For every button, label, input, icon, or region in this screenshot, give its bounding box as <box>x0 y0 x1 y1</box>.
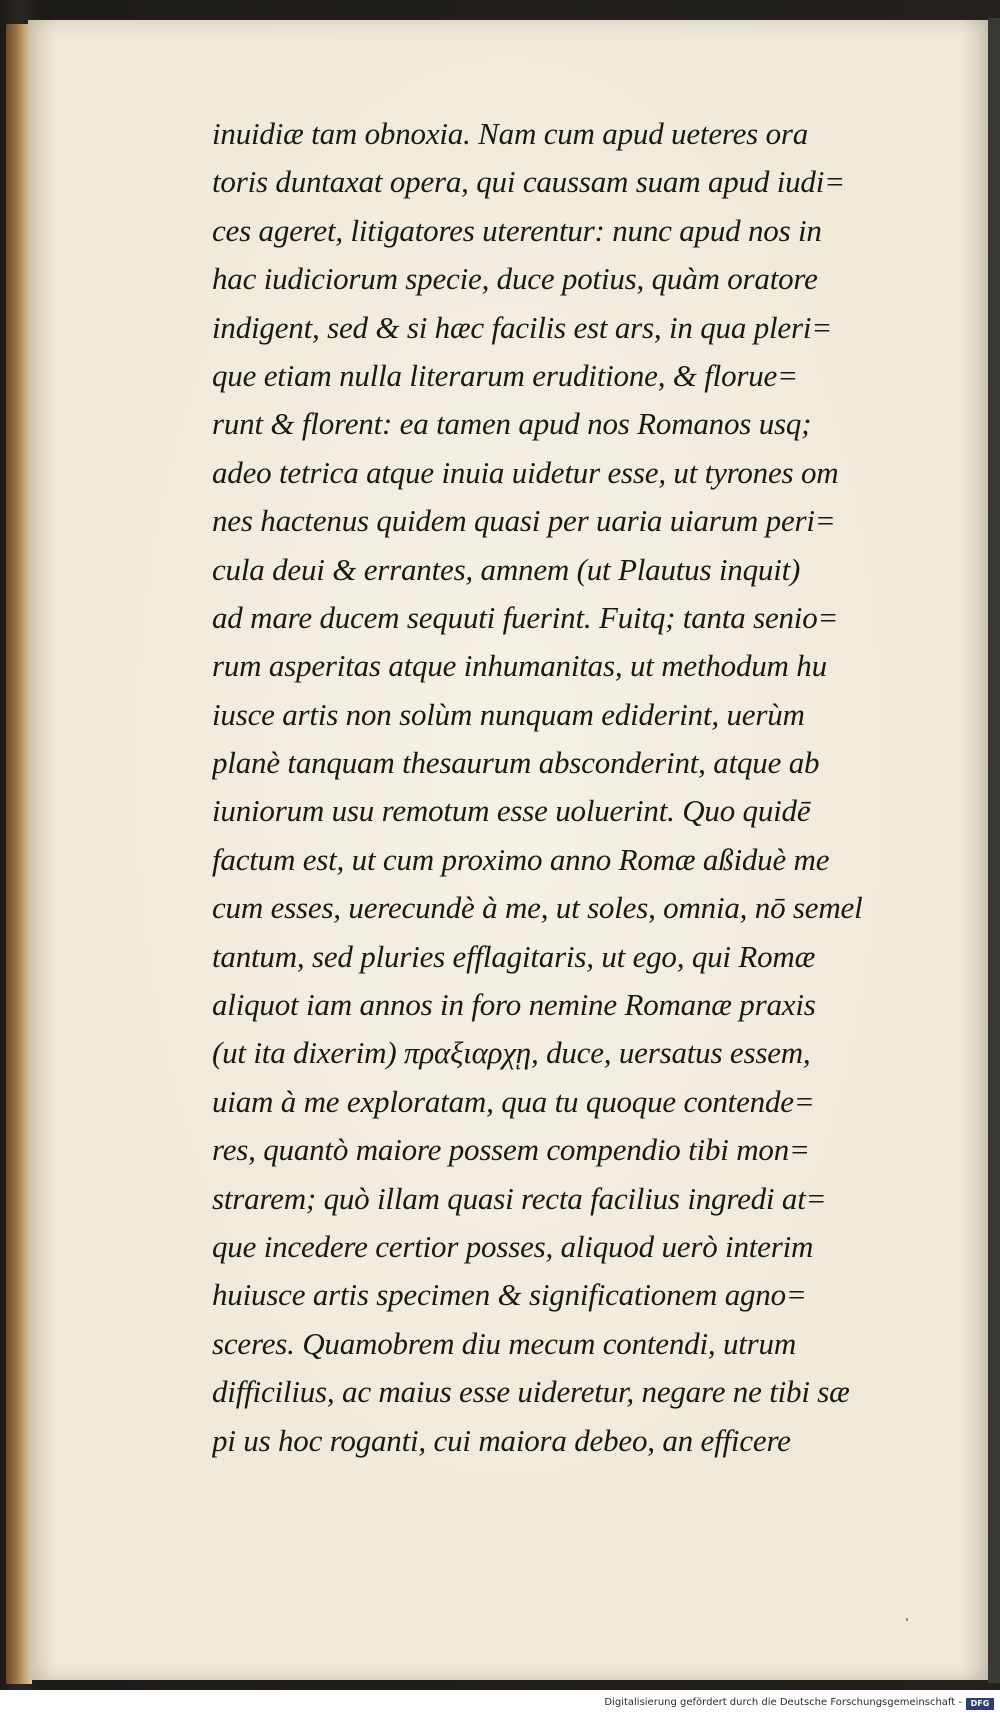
text-line: nes hactenus quidem quasi per uaria uiarum peri= <box>212 503 836 539</box>
text-line: que incedere certior posses, aliquod uerò interim <box>212 1228 814 1264</box>
text-line: strarem; quò illam quasi recta facilius ingredi at= <box>212 1180 827 1216</box>
text-line: pi us hoc roganti, cui maiora debeo, an efficere <box>212 1422 791 1458</box>
text-line: toris duntaxat opera, qui caussam suam apud iudi= <box>212 164 845 200</box>
text-line: planè tanquam thesaurum absconderint, atque ab <box>212 745 820 781</box>
text-line: tantum, sed pluries efflagitaris, ut ego, qui Romæ <box>212 938 816 974</box>
text-line: difficilius, ac maius esse uideretur, negare ne tibi sæ <box>212 1374 850 1410</box>
text-line: indigent, sed & si hæc facilis est ars, in qua pleri= <box>212 309 832 345</box>
text-line: iuniorum usu remotum esse uoluerint. Quo quidē <box>212 793 811 829</box>
digitization-credit: Digitalisierung gefördert durch die Deutsche Forschungsgemeinschaft - <box>604 1697 962 1708</box>
text-line: aliquot iam annos in foro nemine Romanæ praxis <box>212 987 816 1023</box>
text-line: sceres. Quamobrem diu mecum contendi, utrum <box>212 1325 797 1361</box>
text-line: ad mare ducem sequuti fuerint. Fuitq; tanta senio= <box>212 599 839 635</box>
text-line: uiam à me exploratam, qua tu quoque contende= <box>212 1083 815 1119</box>
text-line: rum asperitas atque inhumanitas, ut methodum hu <box>212 648 827 684</box>
dfg-logo: DFG <box>966 1698 994 1710</box>
text-line: ces ageret, litigatores uterentur: nunc apud nos in <box>212 212 822 248</box>
text-line: cum esses, uerecundè à me, ut soles, omnia, nō semel <box>212 890 863 926</box>
text-line: res, quantò maiore possem compendio tibi mon= <box>212 1132 810 1168</box>
text-line: cula deui & errantes, amnem (ut Plautus inquit) <box>212 551 801 587</box>
text-line: huiusce artis specimen & significationem agno= <box>212 1277 807 1313</box>
text-line: adeo tetrica atque inuia uidetur esse, ut tyrones om <box>212 454 839 490</box>
text-line: (ut ita dixerim) πραξιαρχῃ, duce, uersatus essem, <box>212 1035 811 1071</box>
text-line: runt & florent: ea tamen apud nos Romanos usq; <box>212 406 812 442</box>
text-line: iusce artis non solùm nunquam ediderint, uerùm <box>212 696 805 732</box>
text-line: hac iudiciorum specie, duce potius, quàm oratore <box>212 261 818 297</box>
text-line: que etiam nulla literarum eruditione, & floruе= <box>212 357 798 393</box>
body-text <box>212 110 942 1465</box>
text-line: factum est, ut cum proximo anno Romæ aßiduè me <box>212 841 830 877</box>
book-spine-edge <box>988 18 1000 1683</box>
text-line: inuidiæ tam obnoxia. Nam cum apud ueteres ora <box>212 116 809 151</box>
paper-speck <box>906 1618 908 1621</box>
